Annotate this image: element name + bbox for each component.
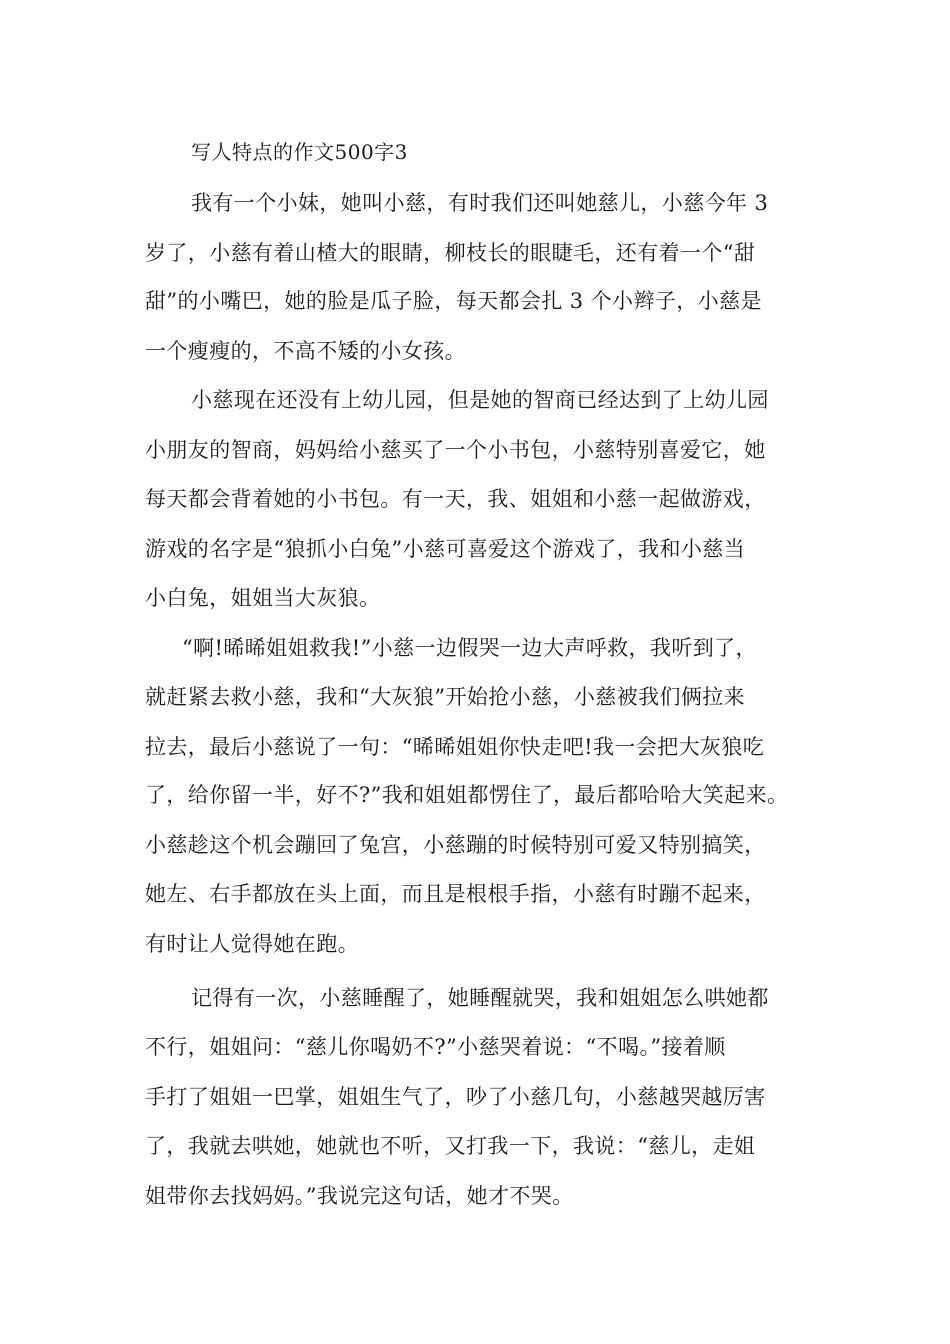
paragraph-3-line-1: “啊!晞晞姐姐救我!”小慈一边假哭一边大声呼救，我听到了，	[182, 636, 757, 660]
paragraph-2-line-5: 小白兔，姐姐当大灰狼。	[145, 586, 381, 610]
paragraph-4-line-1: 记得有一次，小慈睡醒了，她睡醒就哭，我和姐姐怎么哄她都	[191, 986, 769, 1010]
paragraph-3-line-5: 小慈趁这个机会蹦回了兔宫，小慈蹦的时候特别可爱又特别搞笑，	[145, 833, 766, 857]
paragraph-1-line-4: 一个瘦瘦的，不高不矮的小女孩。	[145, 339, 466, 363]
paragraph-4-line-4: 了，我就去哄她，她就也不听，又打我一下，我说：“慈儿，走姐	[145, 1134, 756, 1158]
paragraph-3-line-4: 了，给你留一半，好不?”我和姐姐都愣住了，最后都哈哈大笑起来。	[145, 783, 789, 807]
paragraph-2-line-1: 小慈现在还没有上幼儿园，但是她的智商已经达到了上幼儿园	[191, 388, 769, 412]
paragraph-3-line-3: 拉去，最后小慈说了一句：“晞晞姐姐你快走吧!我一会把大灰狼吃	[145, 735, 765, 759]
paragraph-4-line-2: 不行，姐姐问：“慈儿你喝奶不?”小慈哭着说：“不喝。”接着顺	[145, 1035, 726, 1059]
paragraph-3-line-2: 就赶紧去救小慈，我和“大灰狼”开始抢小慈，小慈被我们俩拉来	[145, 685, 746, 709]
paragraph-2-line-2: 小朋友的智商，妈妈给小慈买了一个小书包，小慈特别喜爱它，她	[145, 438, 766, 462]
paragraph-3-line-7: 有时让人觉得她在跑。	[145, 932, 359, 956]
paragraph-1-line-2: 岁了，小慈有着山楂大的眼睛，柳枝长的眼睫毛，还有着一个“甜	[145, 241, 756, 265]
paragraph-1-line-1: 我有一个小妹，她叫小慈，有时我们还叫她慈儿，小慈今年 3	[191, 191, 769, 215]
paragraph-1-line-3: 甜”的小嘴巴，她的脸是瓜子脸，每天都会扎 3 个小辫子，小慈是	[145, 289, 762, 313]
paragraph-2-line-3: 每天都会背着她的小书包。有一天，我、姐姐和小慈一起做游戏，	[145, 487, 766, 511]
document-title: 写人特点的作文500字3	[191, 140, 408, 164]
paragraph-2-line-4: 游戏的名字是“狼抓小白兔”小慈可喜爱这个游戏了，我和小慈当	[145, 537, 746, 561]
paragraph-3-line-6: 她左、右手都放在头上面，而且是根根手指，小慈有时蹦不起来，	[145, 882, 766, 906]
paragraph-4-line-5: 姐带你去找妈妈。”我说完这句话，她才不哭。	[145, 1184, 574, 1208]
paragraph-4-line-3: 手打了姐姐一巴掌，姐姐生气了，吵了小慈几句，小慈越哭越厉害	[145, 1085, 766, 1109]
